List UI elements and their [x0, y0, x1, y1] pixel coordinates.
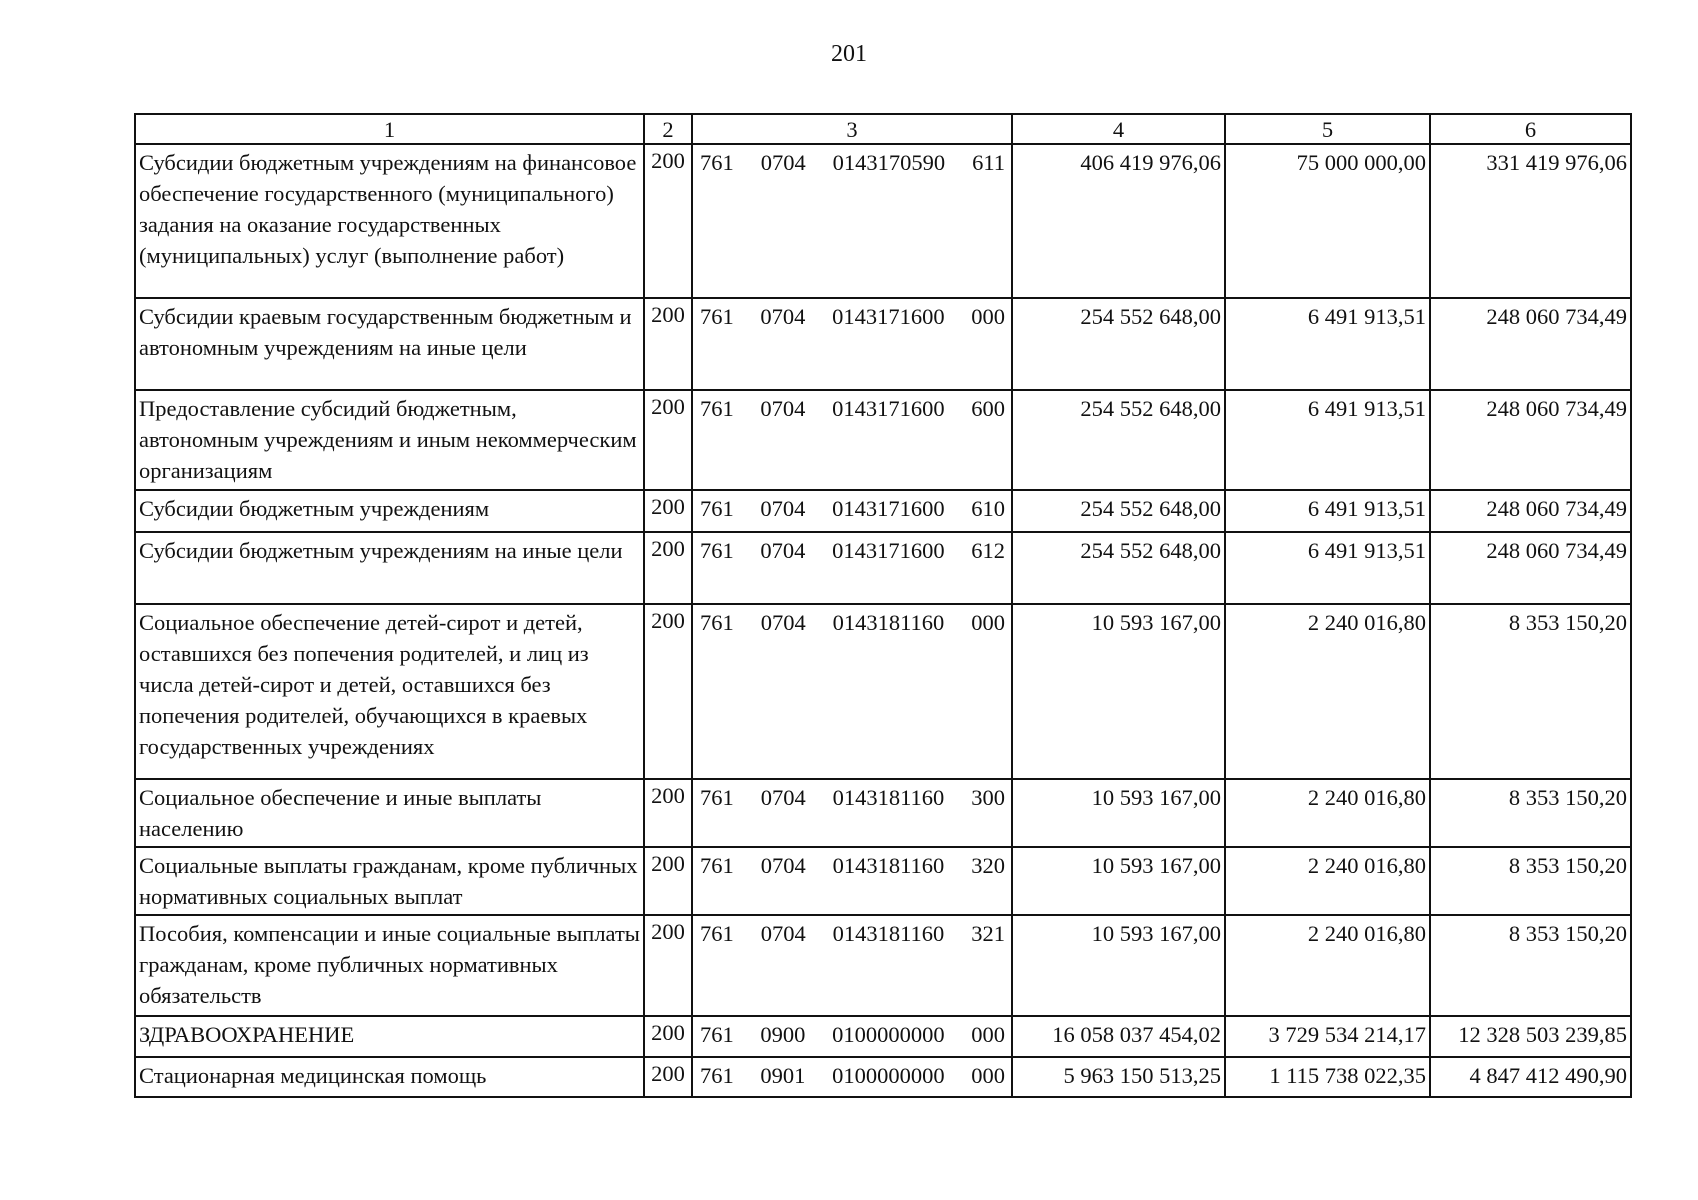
amount-col6: 248 060 734,49	[1430, 390, 1631, 490]
amount-col5: 3 729 534 214,17	[1225, 1016, 1430, 1057]
amount-col4: 5 963 150 513,25	[1012, 1057, 1225, 1097]
section-code: 0704	[760, 396, 806, 421]
amount-col5: 2 240 016,80	[1225, 779, 1430, 847]
ministry-code: 761	[700, 150, 734, 175]
row-name: Пособия, компенсации и иные социальные выплаты гражданам, кроме публичных нормативных обязательств	[135, 915, 644, 1016]
admin-code: 200	[644, 779, 692, 847]
amount-col5: 6 491 913,51	[1225, 490, 1430, 532]
admin-code: 200	[644, 390, 692, 490]
amount-col4: 16 058 037 454,02	[1012, 1016, 1225, 1057]
admin-code: 200	[644, 532, 692, 604]
admin-code: 200	[644, 298, 692, 390]
amount-col4: 10 593 167,00	[1012, 604, 1225, 779]
amount-col6: 8 353 150,20	[1430, 847, 1631, 915]
budget-classification	[692, 604, 1012, 779]
table-row	[135, 390, 1631, 490]
amount-col6: 8 353 150,20	[1430, 915, 1631, 1016]
amount-col5: 1 115 738 022,35	[1225, 1057, 1430, 1097]
article-code: 0143181160	[832, 610, 945, 635]
expense-type-code: 612	[971, 538, 1005, 563]
ministry-code: 761	[700, 1063, 734, 1088]
row-name: Предоставление субсидий бюджетным, автономным учреждениям и иным некоммерческим организациям	[135, 390, 644, 490]
amount-col6: 8 353 150,20	[1430, 779, 1631, 847]
ministry-code: 761	[700, 396, 734, 421]
article-code: 0143171600	[832, 396, 945, 421]
amount-col4: 254 552 648,00	[1012, 298, 1225, 390]
amount-col4: 254 552 648,00	[1012, 390, 1225, 490]
budget-table	[134, 113, 1632, 1098]
budget-classification	[692, 298, 1012, 390]
expense-type-code: 000	[971, 610, 1005, 635]
expense-type-code: 000	[971, 304, 1005, 329]
row-name: Субсидии краевым государственным бюджетным и автономным учреждениям на иные цели	[135, 298, 644, 390]
article-code: 0100000000	[832, 1022, 945, 1047]
amount-col6: 4 847 412 490,90	[1430, 1057, 1631, 1097]
row-name: ЗДРАВООХРАНЕНИЕ	[135, 1016, 644, 1057]
table-row	[135, 1057, 1631, 1097]
admin-code: 200	[644, 604, 692, 779]
section-code: 0704	[760, 921, 806, 946]
budget-classification	[692, 915, 1012, 1016]
column-number-row	[135, 114, 1631, 144]
amount-col5: 2 240 016,80	[1225, 847, 1430, 915]
article-code: 0143181160	[832, 785, 945, 810]
article-code: 0143171600	[832, 538, 945, 563]
row-name: Субсидии бюджетным учреждениям на иные цели	[135, 532, 644, 604]
admin-code: 200	[644, 144, 692, 298]
section-code: 0704	[760, 304, 806, 329]
ministry-code: 761	[700, 304, 734, 329]
expense-type-code: 321	[971, 921, 1005, 946]
amount-col5: 6 491 913,51	[1225, 298, 1430, 390]
amount-col5: 2 240 016,80	[1225, 915, 1430, 1016]
ministry-code: 761	[700, 853, 734, 878]
article-code: 0143171600	[832, 304, 945, 329]
amount-col4: 10 593 167,00	[1012, 779, 1225, 847]
amount-col6: 8 353 150,20	[1430, 604, 1631, 779]
amount-col4: 254 552 648,00	[1012, 490, 1225, 532]
article-code: 0100000000	[832, 1063, 945, 1088]
table-row	[135, 915, 1631, 1016]
budget-classification	[692, 390, 1012, 490]
amount-col5: 6 491 913,51	[1225, 390, 1430, 490]
section-code: 0704	[760, 150, 806, 175]
section-code: 0704	[760, 853, 806, 878]
amount-col6: 248 060 734,49	[1430, 298, 1631, 390]
section-code: 0704	[760, 496, 806, 521]
article-code: 0143170590	[832, 150, 946, 175]
row-name: Социальные выплаты гражданам, кроме публичных нормативных социальных выплат	[135, 847, 644, 915]
article-code: 0143171600	[832, 496, 945, 521]
table-row	[135, 144, 1631, 298]
budget-classification	[692, 532, 1012, 604]
column-header: 3	[692, 114, 1012, 144]
table-row	[135, 779, 1631, 847]
admin-code: 200	[644, 1057, 692, 1097]
budget-classification	[692, 1016, 1012, 1057]
budget-classification	[692, 847, 1012, 915]
column-header: 4	[1012, 114, 1225, 144]
expense-type-code: 610	[971, 496, 1005, 521]
amount-col5: 2 240 016,80	[1225, 604, 1430, 779]
section-code: 0704	[760, 785, 806, 810]
table-row	[135, 847, 1631, 915]
table-row	[135, 298, 1631, 390]
column-header: 2	[644, 114, 692, 144]
table-row	[135, 490, 1631, 532]
amount-col5: 6 491 913,51	[1225, 532, 1430, 604]
row-name: Субсидии бюджетным учреждениям	[135, 490, 644, 532]
amount-col4: 254 552 648,00	[1012, 532, 1225, 604]
expense-type-code: 320	[971, 853, 1005, 878]
section-code: 0704	[760, 610, 806, 635]
ministry-code: 761	[700, 538, 734, 563]
row-name: Стационарная медицинская помощь	[135, 1057, 644, 1097]
article-code: 0143181160	[832, 853, 945, 878]
section-code: 0704	[760, 538, 806, 563]
row-name: Социальное обеспечение и иные выплаты населению	[135, 779, 644, 847]
expense-type-code: 300	[971, 785, 1005, 810]
row-name: Социальное обеспечение детей-сирот и детей, оставшихся без попечения родителей, и лиц из числа детей-сирот и детей, оставшихся без попечения родителей, обучающихся в краевых государственных учреждениях	[135, 604, 644, 779]
admin-code: 200	[644, 1016, 692, 1057]
ministry-code: 761	[700, 1022, 734, 1047]
ministry-code: 761	[700, 921, 734, 946]
admin-code: 200	[644, 847, 692, 915]
row-name: Субсидии бюджетным учреждениям на финансовое обеспечение государственного (муниципального) задания на оказание государственных (муниципальных) услуг (выполнение работ)	[135, 144, 644, 298]
section-code: 0900	[760, 1022, 806, 1047]
amount-col5: 75 000 000,00	[1225, 144, 1430, 298]
budget-classification	[692, 144, 1012, 298]
amount-col6: 248 060 734,49	[1430, 532, 1631, 604]
expense-type-code: 600	[971, 396, 1005, 421]
amount-col6: 248 060 734,49	[1430, 490, 1631, 532]
admin-code: 200	[644, 915, 692, 1016]
budget-classification	[692, 490, 1012, 532]
amount-col4: 406 419 976,06	[1012, 144, 1225, 298]
column-header: 1	[135, 114, 644, 144]
ministry-code: 761	[700, 496, 734, 521]
expense-type-code: 000	[971, 1022, 1005, 1047]
column-header: 5	[1225, 114, 1430, 144]
page-number: 201	[831, 41, 867, 67]
admin-code: 200	[644, 490, 692, 532]
budget-classification	[692, 1057, 1012, 1097]
ministry-code: 761	[700, 785, 734, 810]
table-row	[135, 1016, 1631, 1057]
amount-col6: 12 328 503 239,85	[1430, 1016, 1631, 1057]
amount-col6: 331 419 976,06	[1430, 144, 1631, 298]
table-row	[135, 604, 1631, 779]
article-code: 0143181160	[832, 921, 945, 946]
amount-col4: 10 593 167,00	[1012, 847, 1225, 915]
table-row	[135, 532, 1631, 604]
amount-col4: 10 593 167,00	[1012, 915, 1225, 1016]
column-header: 6	[1430, 114, 1631, 144]
budget-classification	[692, 779, 1012, 847]
expense-type-code: 611	[972, 150, 1005, 175]
ministry-code: 761	[700, 610, 734, 635]
section-code: 0901	[760, 1063, 806, 1088]
expense-type-code: 000	[971, 1063, 1005, 1088]
